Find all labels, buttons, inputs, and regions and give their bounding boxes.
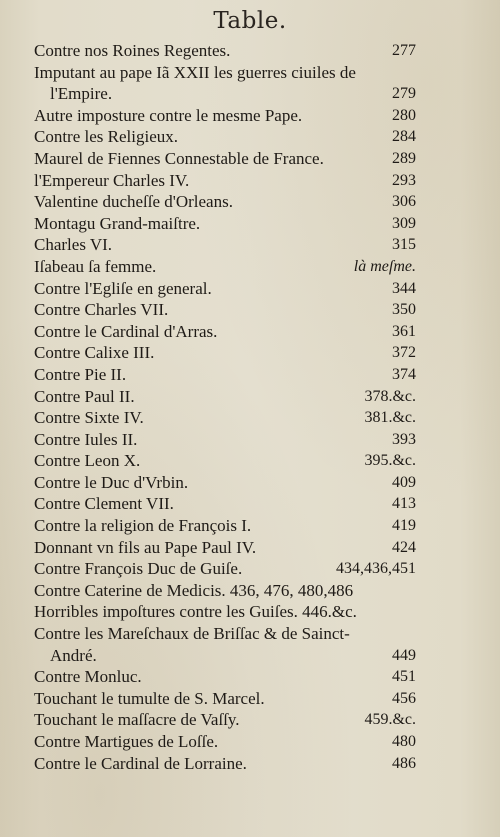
entry-text: l'Empereur Charles IV.	[34, 170, 190, 190]
entry-page-number: 395.&c.	[364, 452, 416, 470]
entry-page-number: 293	[392, 171, 416, 189]
entry-page-number: 372	[392, 344, 416, 362]
list-item	[34, 472, 416, 494]
entry-page-number: 277	[392, 42, 416, 59]
entry-text: Charles VI.	[34, 235, 113, 255]
entry-text: André.	[50, 645, 97, 665]
entry-text: Contre Caterine de Medicis. 436, 476, 480,486	[34, 580, 354, 600]
list-item	[34, 105, 416, 127]
entry-page-number: 480	[392, 733, 416, 750]
list-item	[34, 537, 416, 559]
entry-text: Contre Calixe III.	[34, 343, 155, 363]
entry-text: Contre l'Egliſe en general.	[34, 278, 212, 298]
entry-page-number: 456	[392, 689, 416, 707]
entry-page-number: 284	[392, 128, 416, 146]
list-item	[34, 601, 416, 623]
entry-text: Contre Martigues de Loſſe.	[34, 732, 219, 751]
entry-text: Contre la religion de François I.	[34, 516, 252, 536]
entry-text: Autre imposture contre le mesme Pape.	[34, 105, 303, 125]
list-item	[34, 709, 416, 731]
entry-text: Contre Charles VII.	[34, 300, 169, 320]
list-item	[34, 515, 416, 537]
entry-page-number: 315	[392, 236, 416, 254]
list-item	[34, 278, 416, 300]
entry-page-number: 486	[392, 754, 416, 772]
list-item	[34, 256, 416, 278]
entry-page-number: 449	[392, 646, 416, 664]
entry-text: Iſabeau ſa femme.	[34, 256, 157, 276]
entry-text: Contre nos Roines Regentes.	[34, 41, 231, 60]
entry-page-number: 374	[392, 365, 416, 383]
entry-text: Contre Iules II.	[34, 429, 138, 449]
entry-page-number: 350	[392, 301, 416, 319]
entry-text: Contre Pie II.	[34, 364, 127, 384]
list-item	[34, 83, 416, 105]
page-title: Table.	[213, 8, 287, 34]
entry-page-number: 393	[392, 430, 416, 448]
entry-text: Montagu Grand-maiſtre.	[34, 213, 201, 233]
list-item	[34, 623, 416, 645]
entry-page-number: 413	[392, 495, 416, 513]
entry-text: Contre les Mareſchaux de Briſſac & de Sainct-	[34, 624, 350, 644]
entry-text: Horribles impoſtures contre les Guiſes. 446.&c.	[34, 602, 357, 622]
entry-text: Contre Paul II.	[34, 386, 135, 406]
list-item	[34, 364, 416, 386]
entry-page-number: là meſme.	[353, 257, 416, 275]
entry-page-number: 459.&c.	[364, 711, 416, 729]
list-item	[34, 62, 416, 84]
entry-text: Contre Sixte IV.	[34, 408, 144, 428]
table-of-contents	[34, 40, 416, 774]
entry-page-number: 381.&c.	[364, 409, 416, 427]
entry-text: Donnant vn fils au Pape Paul IV.	[34, 537, 257, 557]
entry-text: Contre François Duc de Guiſe.	[34, 559, 243, 579]
entry-page-number: 409	[392, 473, 416, 491]
entry-page-number: 280	[392, 106, 416, 124]
list-item	[34, 645, 416, 667]
list-item	[34, 191, 416, 213]
entry-text: l'Empire.	[50, 84, 113, 104]
list-item	[34, 342, 416, 364]
list-item	[34, 407, 416, 429]
list-item	[34, 450, 416, 472]
list-item	[34, 126, 416, 148]
list-item	[34, 753, 416, 775]
entry-page-number: 419	[392, 517, 416, 535]
entry-page-number: 306	[392, 193, 416, 211]
list-item	[34, 558, 416, 580]
list-item	[34, 148, 416, 170]
entry-page-number: 424	[392, 538, 416, 556]
entry-text: Contre les Religieux.	[34, 127, 179, 147]
list-item	[34, 666, 416, 688]
entry-text: Contre le Cardinal d'Arras.	[34, 321, 218, 341]
entry-text: Contre Clement VII.	[34, 494, 174, 514]
list-item	[34, 40, 416, 62]
entry-page-number: 434,436,451	[336, 560, 416, 578]
list-item	[34, 170, 416, 192]
entry-page-number: 344	[392, 279, 416, 297]
entry-text: Contre Leon X.	[34, 451, 141, 471]
entry-text: Valentine ducheſſe d'Orleans.	[34, 192, 233, 212]
entry-page-number: 279	[392, 85, 416, 103]
list-item	[34, 386, 416, 408]
entry-text: Contre le Duc d'Vrbin.	[34, 472, 189, 492]
entry-text: Maurel de Fiennes Connestable de France.	[34, 148, 324, 168]
list-item	[34, 321, 416, 343]
list-item	[34, 299, 416, 321]
entry-page-number: 378.&c.	[364, 387, 416, 405]
entry-text: Touchant le tumulte de S. Marcel.	[34, 688, 265, 708]
entry-text: Contre Monluc.	[34, 667, 142, 687]
list-item	[34, 213, 416, 235]
entry-text: Imputant au pape Iã XXII les guerres ciuiles de	[34, 62, 356, 82]
entry-page-number: 451	[392, 668, 416, 686]
list-item	[34, 429, 416, 451]
entry-page-number: 361	[392, 322, 416, 340]
entry-text: Contre le Cardinal de Lorraine.	[34, 753, 247, 773]
list-item	[34, 580, 416, 602]
entry-page-number: 289	[392, 149, 416, 167]
list-item	[34, 493, 416, 515]
list-item	[34, 234, 416, 256]
entry-text: Touchant le maſſacre de Vaſſy.	[34, 710, 240, 730]
list-item	[34, 688, 416, 710]
list-item	[34, 731, 416, 753]
entry-page-number: 309	[392, 214, 416, 232]
